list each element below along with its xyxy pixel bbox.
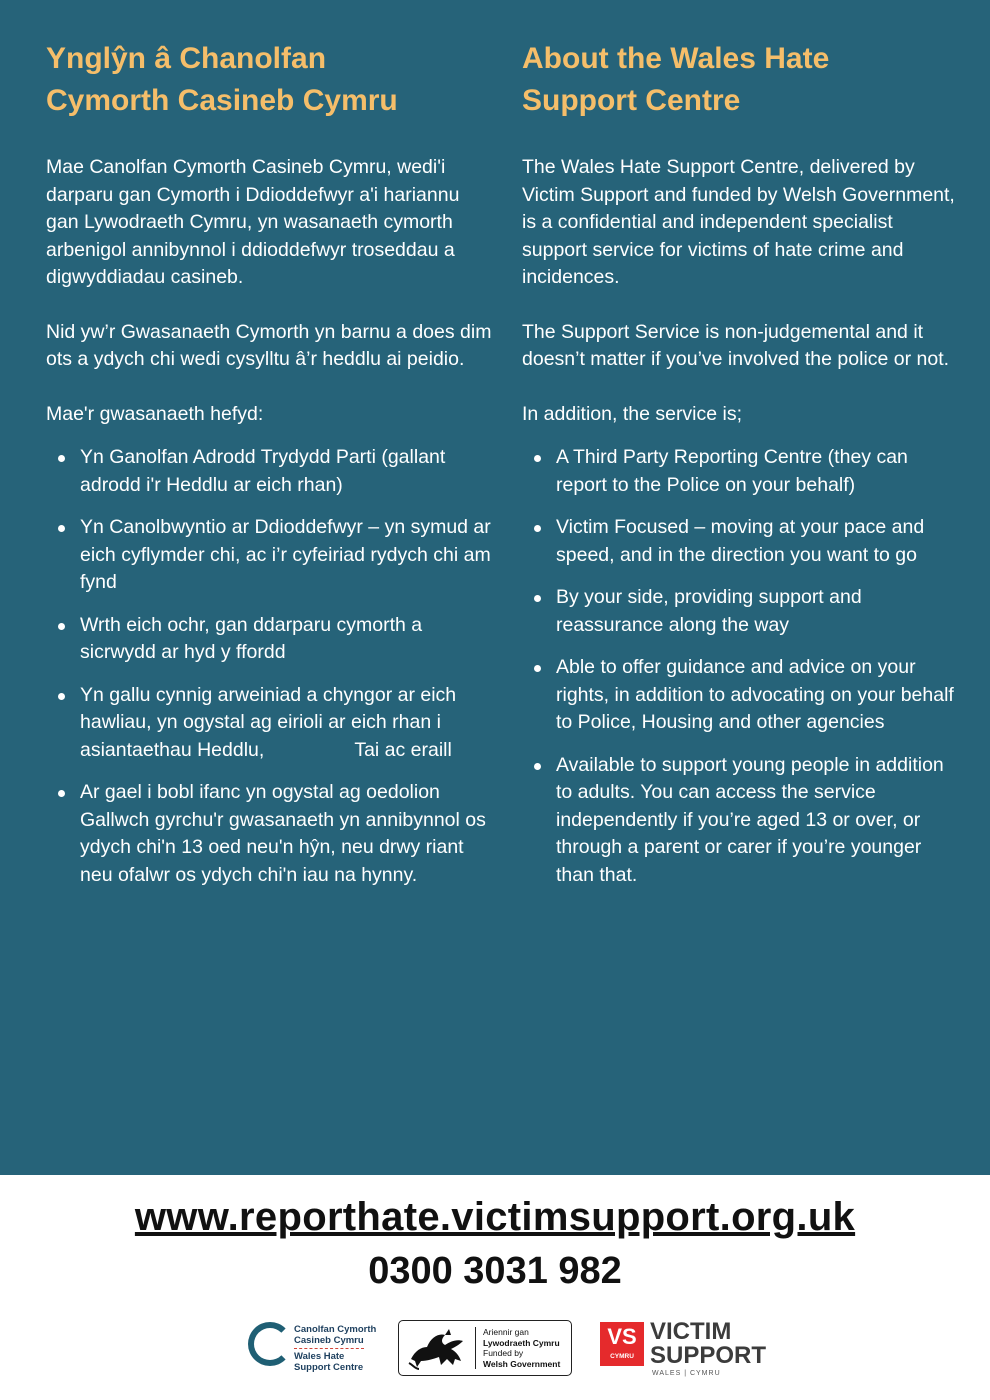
- vs-subtitle: WALES | CYMRU: [652, 1370, 721, 1377]
- gov-line2: Lywodraeth Cymru: [483, 1337, 560, 1348]
- phone-number: 0300 3031 982: [368, 1250, 622, 1292]
- english-bullet-5: Available to support young people in addition to adults. You can access the service independently if you’re aged 13 or over, or through a parent or carer if you’re younger than that.: [556, 753, 944, 886]
- vs-word2: SUPPORT: [650, 1342, 767, 1369]
- gov-line3: Funded by: [483, 1348, 524, 1358]
- whsc-line3: Wales Hate: [294, 1351, 345, 1362]
- logo-divider: [475, 1327, 476, 1369]
- english-bullet-2: Victim Focused – moving at your pace and speed, and in the direction you want to go: [556, 516, 925, 566]
- bullet-icon: [58, 525, 65, 532]
- welsh-paragraph-1: Mae Canolfan Cymorth Casineb Cymru, wedi'i darparu gan Cymorth i Ddioddefwyr a'i hariannu gan Lywodraeth Cymru, yn wasanaeth cymorth arbenigol annibynnol i ddioddefwyr troseddau a digwyddiadau casineb.: [46, 156, 460, 288]
- english-bullet-1: A Third Party Reporting Centre (they can report to the Police on your behalf): [556, 446, 908, 496]
- welsh-bullet-4: Yn gallu cynnig arweiniad a chyngor ar eich hawliau, yn ogystal ag eirioli ar eich rhan i asiantaethau Heddlu,: [80, 683, 457, 761]
- list-item: [46, 514, 496, 597]
- vs-mark-icon: [600, 1322, 644, 1366]
- welsh-bullet-4-tail: Tai ac eraill: [354, 738, 452, 761]
- english-heading-line1: About the Wales Hate: [522, 42, 830, 75]
- welsh-bullet-5: Ar gael i bobl ifanc yn ogystal ag oedolion Gallwch gyrchu'r gwasanaeth yn annibynnol os ydych chi'n 13 oed neu'n hŷn, neu drwy riant neu ofalwr os ydych chi'n iau na hynny.: [80, 781, 486, 886]
- gov-line4: Welsh Government: [483, 1358, 561, 1369]
- whsc-logo-text: [294, 1324, 376, 1373]
- bullet-icon: [534, 763, 541, 770]
- speech-ring-icon: [248, 1322, 292, 1366]
- english-heading-line2: Support Centre: [522, 84, 741, 117]
- list-item: [46, 612, 496, 667]
- list-item: [46, 682, 496, 765]
- welsh-intro: Mae'r gwasanaeth hefyd:: [46, 402, 264, 425]
- bullet-icon: [534, 455, 541, 462]
- welsh-heading-line1: Ynglŷn â Chanolfan: [46, 42, 327, 75]
- whsc-line2: Casineb Cymru: [294, 1335, 364, 1346]
- welsh-heading: [46, 38, 496, 122]
- welsh-column: [46, 38, 496, 904]
- english-paragraph-2: The Support Service is non-judgemental and it doesn’t matter if you’ve involved the police or not.: [522, 320, 950, 370]
- bullet-icon: [534, 525, 541, 532]
- vs-box-sub: CYMRU: [610, 1353, 634, 1360]
- bullet-icon: [58, 790, 65, 797]
- english-intro: In addition, the service is;: [522, 402, 743, 425]
- list-item: [522, 584, 962, 639]
- gov-logo-text: [483, 1327, 560, 1369]
- english-bullet-4: Able to offer guidance and advice on your rights, in addition to advocating on your behalf to Police, Housing and other agencies: [556, 656, 954, 733]
- list-item: [522, 752, 962, 890]
- welsh-heading-line2: Cymorth Casineb Cymru: [46, 84, 398, 117]
- vs-wordmark: [650, 1320, 766, 1368]
- victim-support-logo: [600, 1318, 780, 1380]
- bullet-icon: [534, 665, 541, 672]
- english-heading: [522, 38, 962, 122]
- bullet-icon: [58, 693, 65, 700]
- vs-word1: VICTIM: [650, 1318, 732, 1345]
- website-link[interactable]: www.reporthate.victimsupport.org.uk: [134, 1195, 856, 1239]
- list-item: [522, 654, 962, 737]
- english-bullet-list: [522, 444, 962, 889]
- welsh-bullet-3: Wrth eich ochr, gan ddarparu cymorth a sicrwydd ar hyd y ffordd: [80, 613, 423, 663]
- bullet-icon: [58, 455, 65, 462]
- bullet-icon: [534, 595, 541, 602]
- english-column: [522, 38, 962, 904]
- gov-line1: Ariennir gan: [483, 1327, 529, 1337]
- list-item: [46, 779, 496, 889]
- welsh-paragraph-2: Nid yw’r Gwasanaeth Cymorth yn barnu a does dim ots a ydych chi wedi cysylltu â’r heddlu ai peidio.: [46, 320, 492, 370]
- list-item: [522, 514, 962, 569]
- whsc-line4: Support Centre: [294, 1362, 364, 1373]
- wales-hate-support-centre-logo: [248, 1318, 378, 1380]
- welsh-bullet-list: [46, 444, 496, 889]
- bullet-icon: [58, 623, 65, 630]
- welsh-bullet-2: Yn Canolbwyntio ar Ddioddefwyr – yn symud ar eich cyflymder chi, ac i’r cyfeiriad rydych chi am fynd: [80, 516, 491, 593]
- list-item: [46, 444, 496, 499]
- welsh-bullet-1: Yn Ganolfan Adrodd Trydydd Parti (gallant adrodd i'r Heddlu ar eich rhan): [80, 446, 446, 496]
- list-item: [522, 444, 962, 499]
- english-bullet-3: By your side, providing support and reassurance along the way: [556, 586, 862, 636]
- whsc-line1: Canolfan Cymorth: [294, 1324, 377, 1335]
- vs-box-text: VS: [607, 1324, 637, 1349]
- english-paragraph-1: The Wales Hate Support Centre, delivered by Victim Support and funded by Welsh Government, is a confidential and independent specialist support service for victims of hate crime and incidences.: [522, 156, 955, 288]
- dragon-icon: [405, 1325, 471, 1371]
- welsh-government-logo: [398, 1320, 572, 1376]
